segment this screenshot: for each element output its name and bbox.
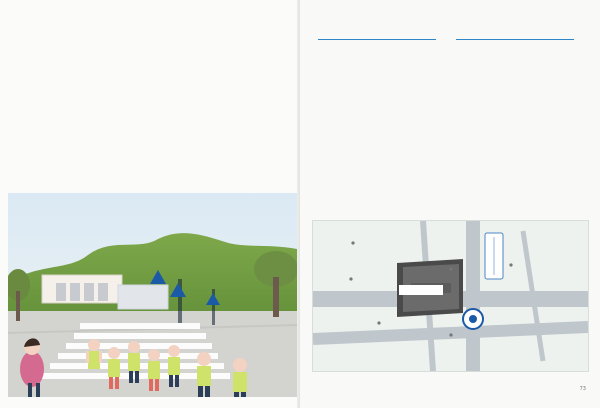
children-crosswalk-photo: [8, 193, 297, 397]
left-column-1: [26, 30, 146, 38]
left-column-2: [160, 30, 283, 38]
roundabout: [463, 309, 483, 329]
location-map: [312, 220, 589, 372]
q2-top-rule: [456, 39, 574, 40]
children-crosswalk-illustration: [8, 193, 297, 397]
location-map-svg: [313, 221, 588, 371]
q1-top-rule: [318, 39, 436, 40]
page-number: 73: [579, 386, 586, 392]
center-building: [397, 259, 463, 317]
